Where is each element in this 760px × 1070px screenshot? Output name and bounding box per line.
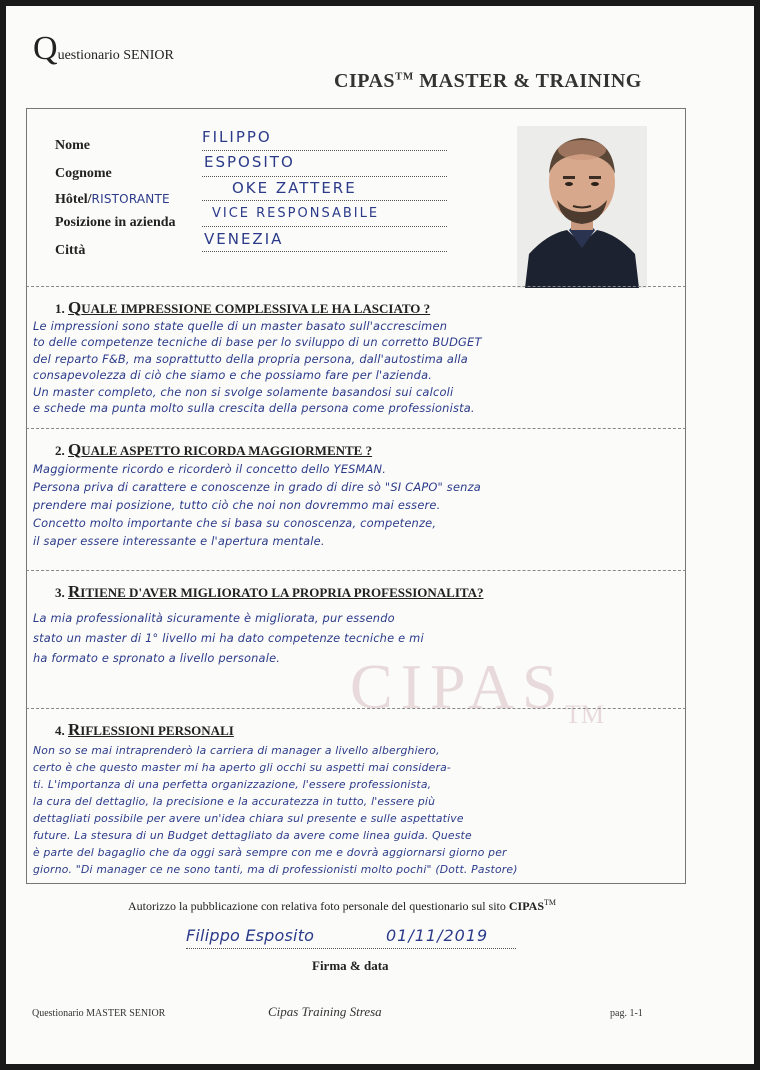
answer-line: ha formato e spronato a livello personale. <box>33 651 281 665</box>
signature-line <box>186 948 516 949</box>
answer-line: prendere mai posizione, tutto ciò che noi non dovremmo mai essere. <box>33 498 441 512</box>
portrait-illustration <box>517 126 647 288</box>
answer-line: giorno. "Di manager ce ne sono tanti, ma di professionisti molto pochi" (Dott. Pastore) <box>33 863 518 876</box>
questionnaire-text: uestionario SENIOR <box>57 48 174 63</box>
field-value-hotel: OKE ZATTERE <box>232 179 357 197</box>
field-line-posizione <box>202 226 447 227</box>
portrait-photo <box>517 126 647 288</box>
answer-line: e schede ma punta molto sulla crescita della persona come professionista. <box>33 401 475 416</box>
questionnaire-label <box>33 30 174 67</box>
signature-label: Firma & data <box>312 958 389 973</box>
consent-text <box>128 898 556 914</box>
signature-date: 01/11/2019 <box>386 926 489 945</box>
field-label-hotel-handwritten: RISTORANTE <box>91 192 170 206</box>
answer-line: Persona priva di carattere e conoscenze in grado di dire sò "SI CAPO" senza <box>33 480 481 494</box>
consent-tm: TM <box>544 898 557 907</box>
title-subtitle: MASTER & TRAINING <box>413 70 642 92</box>
field-label-hotel-printed: Hôtel/ <box>55 192 92 207</box>
question-1-title <box>55 298 430 318</box>
questionnaire-initial: Q <box>33 30 58 67</box>
question-number: 2. <box>55 443 65 458</box>
question-initial: R <box>68 720 81 739</box>
consent-body: Autorizzo la pubblicazione con relativa foto personale del questionario sul sito <box>128 899 509 913</box>
question-number: 4. <box>55 723 65 738</box>
answer-line: Maggiormente ricordo e ricorderò il concetto dello YESMAN. <box>33 462 387 476</box>
answer-line: Le impressioni sono state quelle di un master basato sull'accrescimen <box>33 319 448 333</box>
answer-line: del reparto F&B, ma soprattutto della propria persona, dall'autostima alla <box>33 351 468 366</box>
answer-line: ti. L'importanza di una perfetta organizzazione, l'essere professionista, <box>33 778 432 791</box>
answer-4 <box>33 742 683 878</box>
field-line-citta <box>202 251 447 252</box>
answer-3 <box>33 608 683 668</box>
answer-line: è parte del bagaglio che da oggi sarà sempre con me e dovrà aggiornarsi giorno per <box>33 846 507 859</box>
signature: Filippo Esposito <box>186 926 315 945</box>
field-value-cognome: ESPOSITO <box>204 153 295 171</box>
field-label-hotel <box>55 192 170 208</box>
answer-line: Un master completo, che non si svolge solamente basandosi sui calcoli <box>33 384 454 399</box>
answer-line: certo è che questo master mi ha aperto gli occhi su aspetti mai considera- <box>33 761 452 774</box>
question-number: 1. <box>55 301 65 316</box>
field-label-citta: Città <box>55 243 86 258</box>
answer-line: consapevolezza di ciò che siamo e che possiamo fare per l'azienda. <box>33 368 433 383</box>
footer-center: Cipas Training Stresa <box>268 1004 382 1019</box>
title-tm: TM <box>395 70 414 83</box>
question-text: IFLESSIONI PERSONALI <box>80 723 234 738</box>
answer-1 <box>33 318 683 416</box>
field-value-posizione: VICE RESPONSABILE <box>212 206 380 221</box>
question-text: UALE ASPETTO RICORDA MAGGIORMENTE ? <box>81 443 373 458</box>
field-value-nome: FILIPPO <box>202 128 272 146</box>
cipas-watermark: CIPAS <box>350 651 566 722</box>
page-title <box>334 70 642 93</box>
question-2-title <box>55 440 372 460</box>
title-brand: CIPAS <box>334 70 396 92</box>
answer-line: Concetto molto importante che si basa su conoscenza, competenze, <box>33 516 437 530</box>
question-initial: R <box>68 582 81 601</box>
answer-2 <box>33 460 683 550</box>
field-line-nome <box>202 150 447 151</box>
field-value-citta: VENEZIA <box>204 230 284 248</box>
divider <box>26 708 686 709</box>
footer-left: Questionario MASTER SENIOR <box>32 1008 166 1019</box>
answer-line: la cura del dettaglio, la precisione e la accuratezza in tutto, l'essere più <box>33 795 436 808</box>
field-label-cognome: Cognome <box>55 166 112 181</box>
footer-page: pag. 1-1 <box>610 1008 643 1019</box>
divider <box>26 570 686 571</box>
field-label-nome: Nome <box>55 138 90 153</box>
answer-line: La mia professionalità sicuramente è migliorata, pur essendo <box>33 611 395 625</box>
consent-brand: CIPAS <box>508 899 545 913</box>
question-number: 3. <box>55 585 65 600</box>
cipas-watermark-tm: TM <box>565 700 604 729</box>
question-text: UALE IMPRESSIONE COMPLESSIVA LE HA LASCIATO ? <box>81 301 431 316</box>
answer-line: future. La stesura di un Budget dettagliato da avere come linea guida. Queste <box>33 829 472 842</box>
question-initial: Q <box>68 298 82 317</box>
answer-line: to delle competenze tecniche di base per lo sviluppo di un corretto BUDGET <box>33 335 482 350</box>
question-initial: Q <box>68 440 82 459</box>
divider <box>26 286 686 287</box>
answer-line: il saper essere interessante e l'apertura mentale. <box>33 534 325 548</box>
question-text: ITIENE D'AVER MIGLIORATO LA PROPRIA PROFESSIONALITA? <box>80 585 484 600</box>
divider <box>26 428 686 429</box>
question-3-title <box>55 582 483 602</box>
field-line-hotel <box>202 200 447 201</box>
answer-line: stato un master di 1° livello mi ha dato competenze tecniche e mi <box>33 631 424 645</box>
field-label-posizione: Posizione in azienda <box>55 215 176 230</box>
answer-line: dettagliati possibile per avere un'idea chiara sul presente e sulle aspettative <box>33 812 464 825</box>
field-line-cognome <box>202 176 447 177</box>
answer-line: Non so se mai intraprenderò la carriera di manager a livello alberghiero, <box>33 744 440 757</box>
question-4-title <box>55 720 234 740</box>
